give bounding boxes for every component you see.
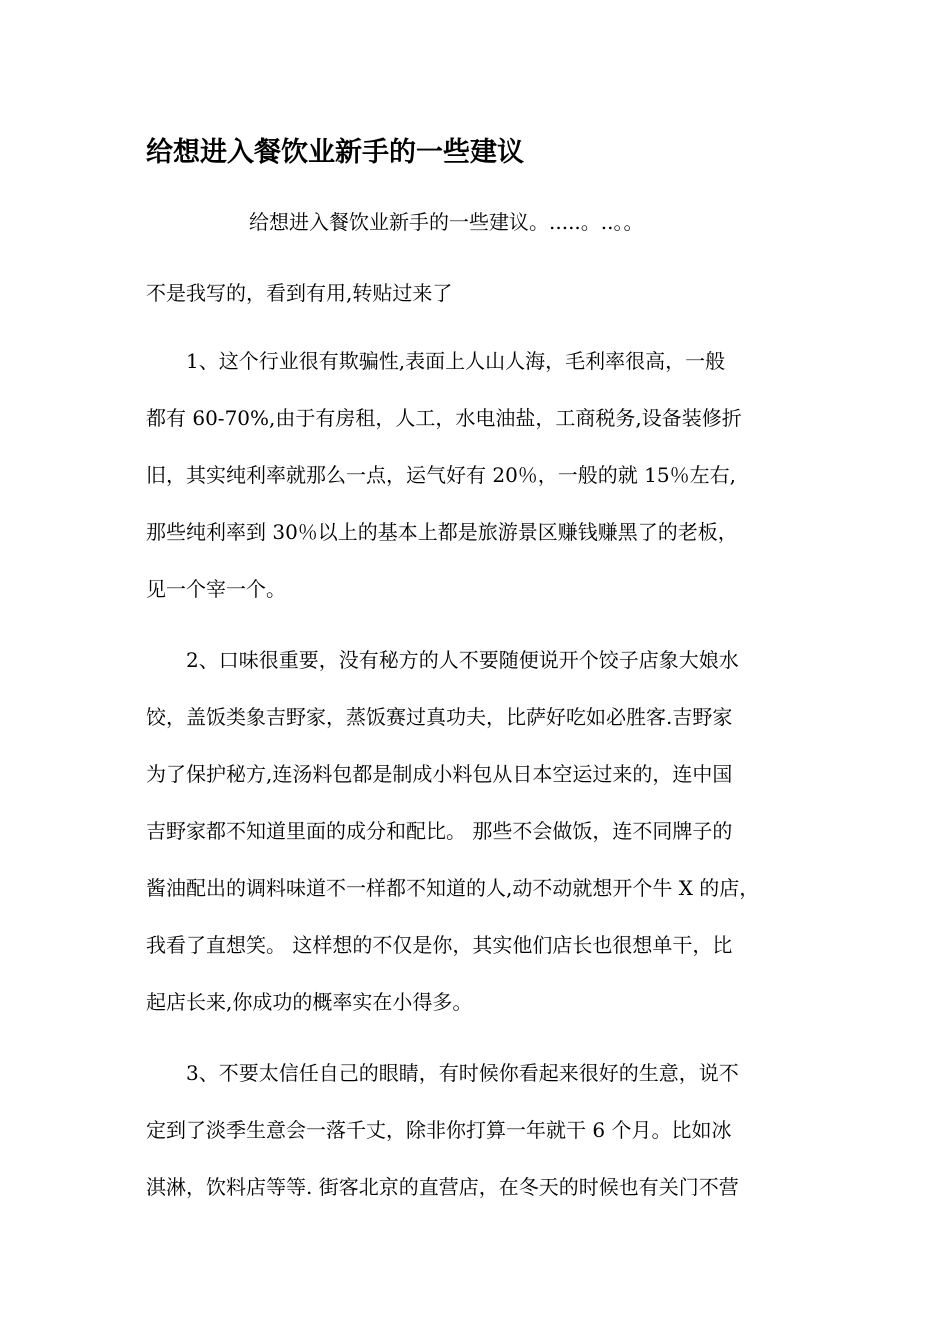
document-subtitle: 给想进入餐饮业新手的一些建议。.....。..。。 [249, 210, 644, 234]
paragraph-line: 1、这个行业很有欺骗性,表面上人山人海，毛利率很高，一般 [186, 349, 726, 373]
paragraph-line: 2、口味很重要，没有秘方的人不要随便说开个饺子店象大娘水 [186, 648, 739, 672]
paragraph-line: 饺，盖饭类象吉野家，蒸饭赛过真功夫，比萨好吃如必胜客.吉野家 [146, 705, 733, 729]
intro-text: 不是我写的，看到有用,转贴过来了 [146, 281, 453, 305]
paragraph-line: 淇淋，饮料店等等. 街客北京的直营店，在冬天的时候也有关门不营 [146, 1175, 739, 1199]
paragraph-line: 定到了淡季生意会一落千丈，除非你打算一年就干 6 个月。比如冰 [146, 1118, 732, 1142]
paragraph-line: 那些纯利率到 30％以上的基本上都是旅游景区赚钱赚黑了的老板， [146, 520, 738, 544]
paragraph-line: 酱油配出的调料味道不一样都不知道的人,动不动就想开个牛 X 的店， [146, 876, 760, 900]
paragraph-line: 起店长来,你成功的概率实在小得多。 [146, 990, 473, 1014]
paragraph-line: 3、不要太信任自己的眼睛，有时候你看起来很好的生意，说不 [186, 1061, 739, 1085]
paragraph-line: 为了保护秘方,连汤料包都是制成小料包从日本空运过来的，连中国 [146, 762, 733, 786]
paragraph-line: 都有 60-70%,由于有房租，人工，水电油盐，工商税务,设备装修折 [146, 406, 742, 430]
paragraph-line: 旧，其实纯利率就那么一点，运气好有 20％，一般的就 15％左右, [146, 463, 736, 487]
document-title: 给想进入餐饮业新手的一些建议 [146, 137, 524, 168]
paragraph-line: 吉野家都不知道里面的成分和配比。 那些不会做饭，连不同牌子的 [146, 819, 733, 843]
paragraph-line: 我看了直想笑。 这样想的不仅是你，其实他们店长也很想单干，比 [146, 933, 733, 957]
paragraph-line: 见一个宰一个。 [146, 577, 286, 601]
